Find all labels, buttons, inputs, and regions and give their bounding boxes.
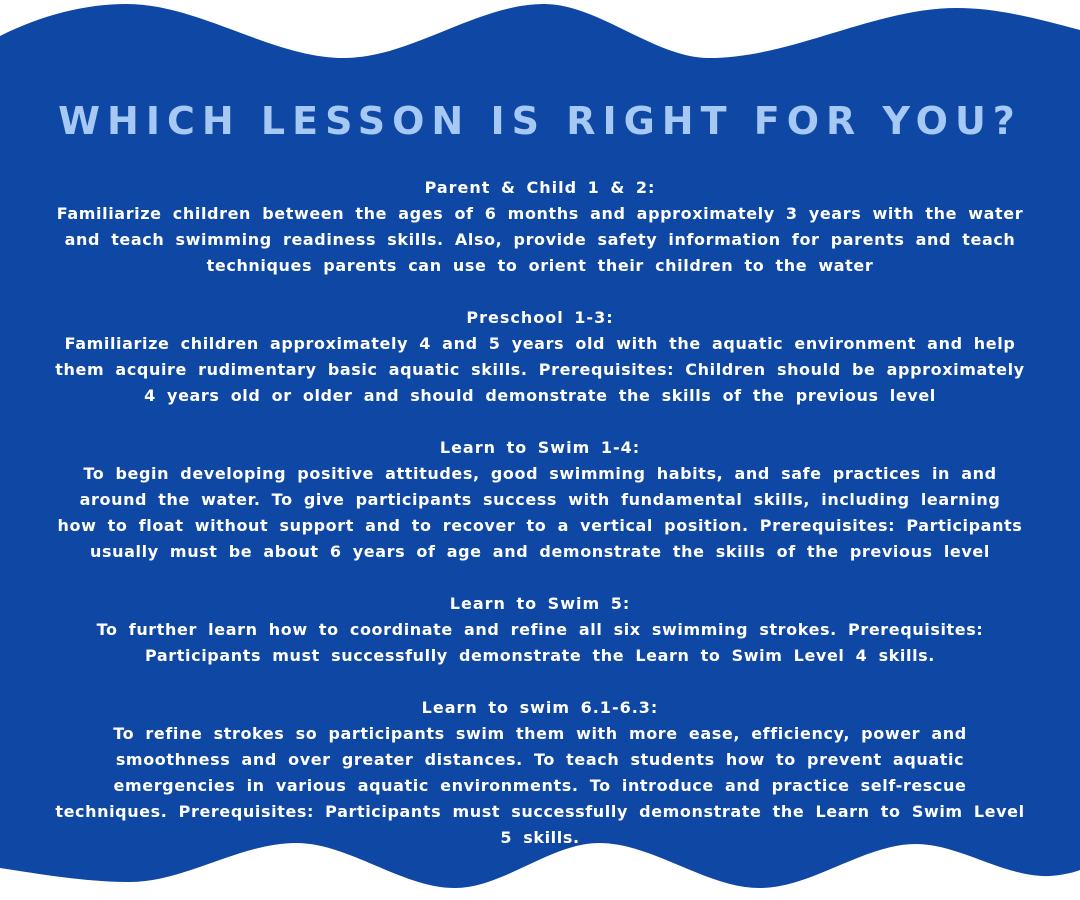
section-heading: Parent & Child 1 & 2: bbox=[424, 178, 656, 197]
section-heading: Learn to Swim 5: bbox=[449, 594, 631, 613]
section-body: To refine strokes so participants swim them with more ease, efficiency, power and smoothness and over greater distances. To teach students how to prevent aquatic emergencies in various aquatic environments. To introduce and practice self-rescue techniques. Prerequisites: Participants must successfully demonstrate the Learn to Swim Level 5 skills. bbox=[55, 724, 1025, 847]
section-heading: Learn to swim 6.1-6.3: bbox=[421, 698, 659, 717]
lesson-section-learn-to-swim-5 bbox=[55, 591, 1025, 669]
lesson-section-parent-child bbox=[55, 175, 1025, 279]
poster-content bbox=[55, 0, 1025, 877]
section-body: Familiarize children approximately 4 and 5 years old with the aquatic environment and help them acquire rudimentary basic aquatic skills. Prerequisites: Children should be approximately 4 years old or older and should demonstrate the skills of the previous level bbox=[55, 334, 1025, 405]
section-body: To begin developing positive attitudes, good swimming habits, and safe practices in and around the water. To give participants success with fundamental skills, including learning how to float without support and to recover to a vertical position. Prerequisites: Participants usually must be about 6 years of age and demonstrate the skills of the previous level bbox=[57, 464, 1023, 561]
section-heading: Learn to Swim 1-4: bbox=[439, 438, 641, 457]
lesson-section-preschool bbox=[55, 305, 1025, 409]
lesson-section-learn-to-swim-6 bbox=[55, 695, 1025, 851]
page-title: WHICH LESSON IS RIGHT FOR YOU? bbox=[58, 99, 1022, 143]
section-body: To further learn how to coordinate and refine all six swimming strokes. Prerequisites: Participants must successfully demonstrate the Learn to Swim Level 4 skills. bbox=[96, 620, 984, 665]
section-body: Familiarize children between the ages of 6 months and approximately 3 years with the water and teach swimming readiness skills. Also, provide safety information for parents and teach techniques parents can use to orient their children to the water bbox=[56, 204, 1024, 275]
lesson-section-learn-to-swim-1-4 bbox=[55, 435, 1025, 565]
section-heading: Preschool 1-3: bbox=[466, 308, 614, 327]
